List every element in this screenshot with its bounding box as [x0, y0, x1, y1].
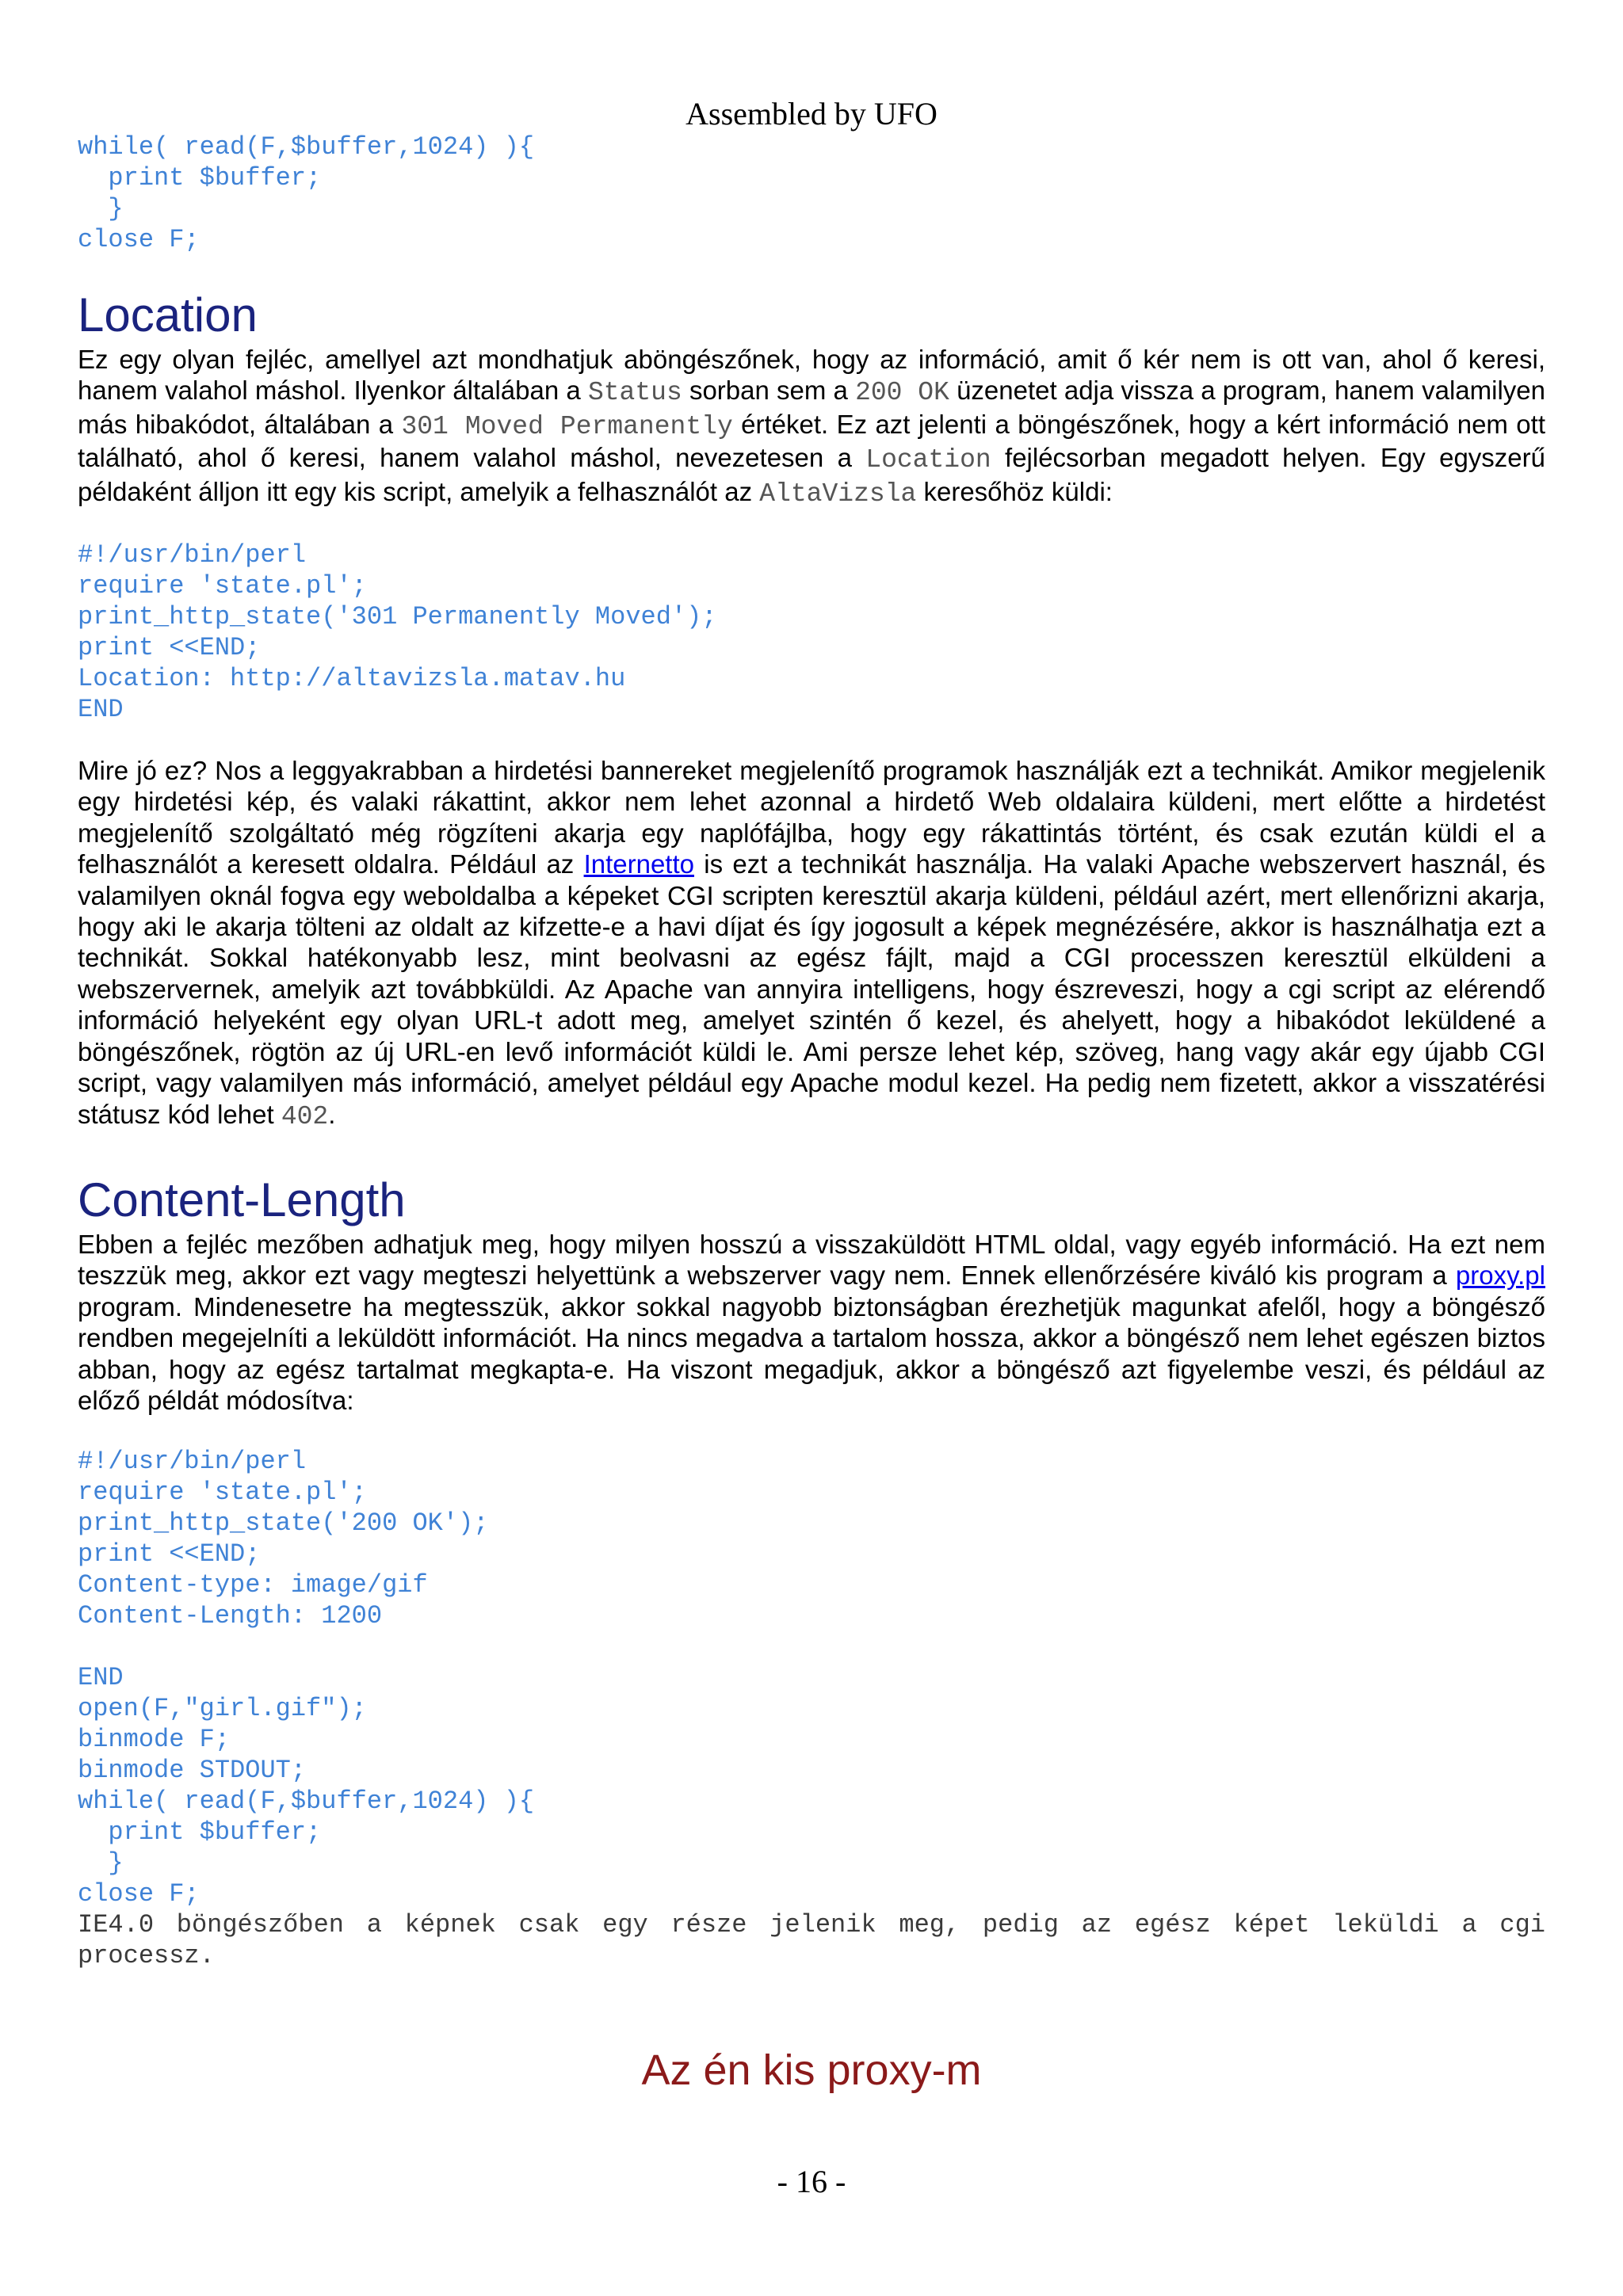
- code-line: print <<END;: [78, 1539, 261, 1569]
- code-line: #!/usr/bin/perl: [78, 1447, 307, 1477]
- code-line: binmode STDOUT;: [78, 1756, 307, 1786]
- code-line: }: [78, 194, 124, 223]
- code-line: binmode F;: [78, 1725, 231, 1755]
- code-line: while( read(F,$buffer,1024) ){: [78, 1787, 535, 1817]
- code-line: open(F,"girl.gif");: [78, 1694, 367, 1724]
- code-line: Content-type: image/gif: [78, 1570, 428, 1600]
- code-line: END: [78, 695, 124, 725]
- page-header: Assembled by UFO: [685, 96, 938, 132]
- code-line: require 'state.pl';: [78, 1478, 367, 1508]
- code-block-1: [78, 132, 1545, 255]
- code-line: while( read(F,$buffer,1024) ){: [78, 132, 535, 162]
- content-length-paragraph-1: Ebben a fejléc mezőben adhatjuk meg, hogy milyen hosszú a visszaküldött HTML oldal, vagy egyéb információ. Ha ezt nem teszzük meg, akkor ezt vagy megteszi helyettünk a webszerver vagy nem. Ennek ellenőrzésére kiváló kis program a proxy.pl program. Mindenesetre ha megtesszük, akkor sokkal nagyobb biztonságban érezhetjük magunkat afelől, hogy a böngésző rendben megejelníti a leküldött információt. Ha nincs megadva a tartalom hossza, akkor a böngésző nem lehet egészen biztos abban, hogy az egész tartalmat megkapta-e. Ha viszont megadjuk, akkor a böngésző azt figyelembe veszi, és például az előző példát módosítva:: [78, 1229, 1545, 1415]
- code-line: END: [78, 1663, 124, 1693]
- code-block-content-length: [78, 1446, 1545, 1909]
- code-line: Content-Length: 1200: [78, 1601, 383, 1631]
- code-line: print_http_state('301 Permanently Moved');: [78, 602, 717, 632]
- location-paragraph-1: Ez egy olyan fejléc, amellyel azt mondhatjuk aböngészőnek, hogy az információ, amit ő kér nem is ott van, ahol ő keresi, hanem valahol máshol. Ilyenkor általában a Status sorban sem a 200 OK üzenetet adja vissza a program, hanem valamilyen más hibakódot, általában a 301 Moved Permanently értéket. Ez azt jelenti a böngészőnek, hogy a kért információ nem ott található, ahol ő keresi, hanem valahol máshol, nevezetesen a Location fejlécsorban megadott helyen. Egy egyszerű példaként álljon itt egy kis script, amelyik a felhasználót az AltaVizsla keresőhöz küldi:: [78, 345, 1546, 509]
- code-line: print $buffer;: [78, 163, 322, 193]
- section-title-content-length: Content-Length: [78, 1173, 406, 1226]
- code-line: }: [78, 1848, 124, 1878]
- code-line: close F;: [78, 1879, 200, 1909]
- next-section-title: Az én kis proxy-m: [641, 2046, 982, 2094]
- code-line: require 'state.pl';: [78, 571, 367, 601]
- code-line: print_http_state('200 OK');: [78, 1508, 489, 1539]
- location-paragraph-2: Mire jó ez? Nos a leggyakrabban a hirdetési bannereket megjelenítő programok használják ezt a technikát. Amikor megjelenik egy hirdetési kép, és valaki rákattint, akkor nem lehet azonnal a hirdető Web oldalaira küldeni, mert előtte a hirdetést megjelenítő szolgáltató még rögzíteni akarja egy naplófájlba, hogy egy rákattintás történt, és csak ezután küldi el a felhasználót a keresett oldalra. Például az Internetto is ezt a technikát használja. Ha valaki Apache webszervert használ, és valamilyen oknál fogva egy weboldalba a képeket CGI scripten keresztül akarja küldeni, például azért, mert ellenőrizni akarja, hogy aki le akarja tölteni az oldalt az kifzette-e a havi díjat és így jogosult a képek megnézésére, akkor is használhatja ezt a technikát. Sokkal hatékonyabb lesz, mint beolvasni az egész fájlt, majd a CGI processzen keresztül elküldeni a webszervernek, amelyik azt továbbküldi. Az Apache van annyira intelligens, hogy észreveszi, hogy a cgi script az elérendő információ helyeként egy olyan URL-t adott meg, amelyet szintén ő kezel, és ahelyett, hogy a hibakódot leküldené a böngészőnek, rögtön az új URL-en levő információt küldi le. Ami persze lehet kép, szöveg, hang vagy akár egy újabb CGI script, vagy valamilyen más információ, amelyet például egy Apache modul kezel. Ha pedig nem fizetett, akkor a visszatérési státusz kód lehet 402.: [78, 756, 1545, 1131]
- code-line: print $buffer;: [78, 1817, 322, 1848]
- page-content: [78, 132, 1545, 1971]
- section-title-location: Location: [78, 288, 258, 341]
- internetto-link[interactable]: Internetto: [583, 849, 694, 879]
- page-number: - 16 -: [777, 2164, 846, 2199]
- code-line: close F;: [78, 225, 200, 254]
- ie4-note: IE4.0 böngészőben a képnek csak egy része jelenik meg, pedig az egész képet leküldi a cgi processz.: [78, 1910, 1545, 1971]
- code-line: print <<END;: [78, 633, 261, 663]
- code-line: Location: http://altavizsla.matav.hu: [78, 664, 626, 694]
- code-block-location: [78, 540, 1545, 725]
- code-line: #!/usr/bin/perl: [78, 540, 307, 570]
- proxy-pl-link[interactable]: proxy.pl: [1455, 1261, 1545, 1291]
